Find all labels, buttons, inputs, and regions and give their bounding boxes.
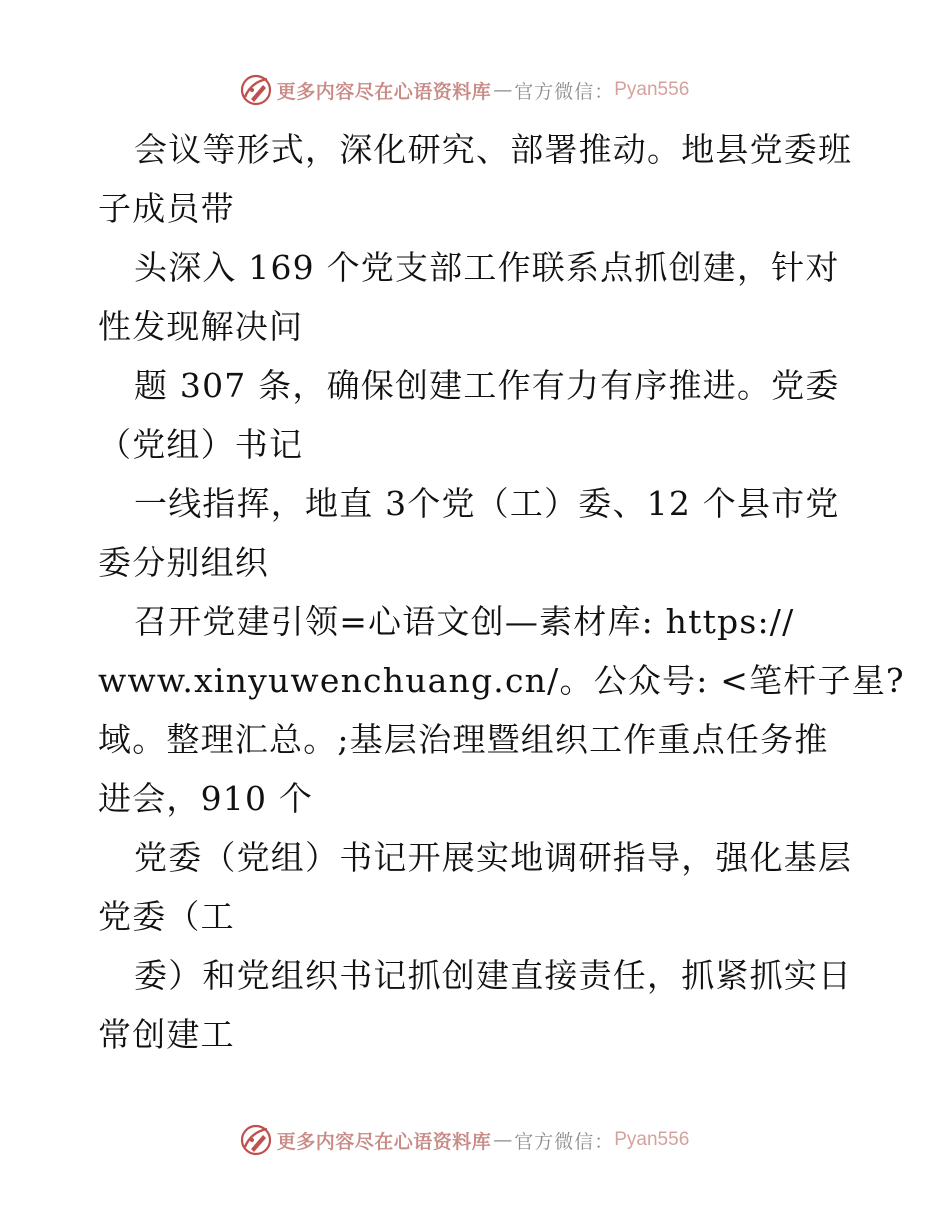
text-line: （党组）书记 [98,425,304,464]
text-line: 党委（工 [98,897,235,936]
body-text [98,120,905,1064]
text-line: 召开党建引领=心语文创—素材库: https:// [134,602,795,641]
text-line: 委）和党组织书记抓创建直接责任，抓紧抓实日 [134,956,853,995]
banner-wechat-id: Pyan556 [614,1129,690,1150]
pen-logo-icon [239,73,273,107]
text-line: 会议等形式，深化研究、部署推动。地县党委班 [134,130,853,169]
banner-wechat-label: 官方微信： [514,1130,615,1153]
banner-dash: — [493,1129,513,1151]
pen-logo-icon [239,1123,273,1157]
banner-dash: — [493,79,513,101]
banner-wechat-label: 官方微信： [514,80,615,103]
text-line: 一线指挥，地直 3个党（工）委、12 个县市党 [134,484,840,523]
text-line: 头深入 169 个党支部工作联系点抓创建，针对 [134,248,840,287]
text-line: 子成员带 [98,189,235,228]
header-banner [0,72,950,108]
text-line: 性发现解决问 [98,307,304,346]
banner-slogan: 更多内容尽在心语资料库 [276,1130,492,1153]
text-line: 进会，910 个 [98,779,314,818]
text-line: 党委（党组）书记开展实地调研指导，强化基层 [134,838,853,877]
text-line: 委分别组织 [98,543,269,582]
text-line: 题 307 条，确保创建工作有力有序推进。党委 [134,366,840,405]
text-line: 常创建工 [98,1015,235,1054]
footer-banner [0,1122,950,1158]
banner-wechat-id: Pyan556 [614,79,690,100]
text-line: www.xinyuwenchuang.cn/。公众号: <笔杆子星? [98,661,905,700]
text-line: 域。整理汇总。;基层治理暨组织工作重点任务推 [98,720,829,759]
banner-slogan: 更多内容尽在心语资料库 [276,80,492,103]
